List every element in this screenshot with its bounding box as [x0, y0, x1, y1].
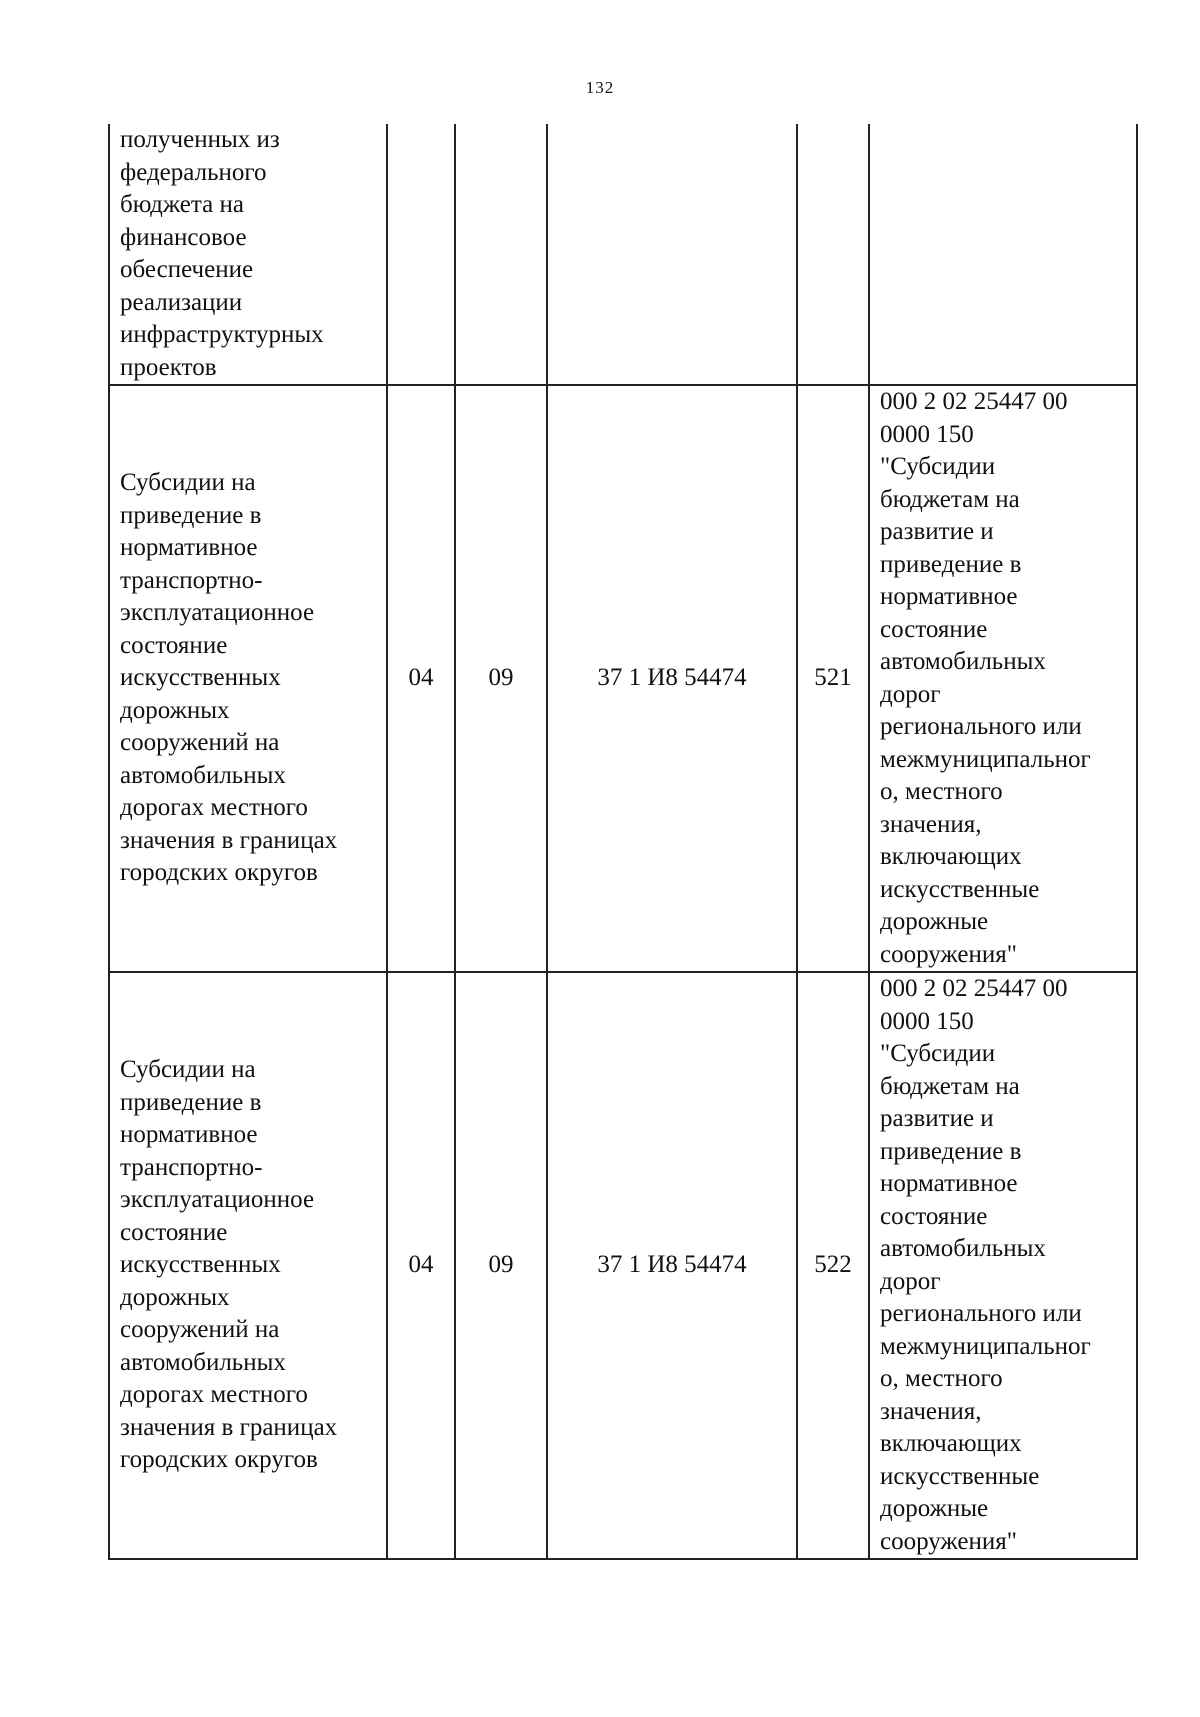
cell-csr: 37 1 И8 54474: [547, 972, 797, 1559]
cell-csr: [547, 124, 797, 385]
code-line: "Субсидии: [880, 453, 996, 480]
name-line: Субсидии на: [120, 1056, 256, 1084]
cell-pr: [455, 124, 547, 385]
name-line: городских округов: [120, 1446, 318, 1474]
code-line: дорожные: [880, 908, 989, 935]
code-line: 000 2 02 25447 00: [880, 975, 1068, 1002]
table-row: [109, 124, 1137, 385]
name-line: искусственных: [120, 1251, 281, 1279]
name-line: дорожных: [120, 1283, 230, 1311]
code-line: приведение в: [880, 1137, 1022, 1165]
code-line: регионального или: [880, 713, 1082, 740]
name-line: обеспечение: [120, 256, 254, 283]
code-line: межмуниципальног: [880, 1332, 1091, 1360]
cell-pr: 09: [455, 972, 547, 1559]
name-line: приведение в: [120, 501, 262, 529]
code-line: автомобильных: [880, 1235, 1046, 1262]
name-line: искусственных: [120, 664, 281, 692]
code-line: 0000 150: [880, 1007, 974, 1035]
name-line: транспортно-: [120, 1153, 263, 1181]
name-line: эксплуатационное: [120, 1186, 315, 1214]
cell-name: [109, 124, 387, 385]
code-line: нормативное: [880, 583, 1018, 610]
code-line: дорог: [880, 1267, 941, 1295]
budget-table: [108, 124, 1138, 1560]
cell-vr: 521: [797, 385, 869, 972]
code-line: развитие и: [880, 1105, 994, 1132]
code-line: регионального или: [880, 1300, 1082, 1327]
code-line: состояние: [880, 1202, 988, 1230]
name-line: автомобильных: [120, 761, 286, 789]
cell-rz: 04: [387, 972, 455, 1559]
name-line: состояние: [120, 1218, 228, 1246]
name-line: Субсидии на: [120, 469, 256, 497]
name-line: федерального: [120, 158, 267, 186]
name-line: проектов: [120, 353, 217, 381]
code-line: дорожные: [880, 1495, 989, 1522]
name-line: нормативное: [120, 1121, 258, 1149]
code-line: искусственные: [880, 1462, 1040, 1490]
table-body: [109, 124, 1137, 1559]
cell-name: [109, 385, 387, 972]
cell-revenue-code: [869, 385, 1137, 972]
name-line: дорогах местного: [120, 794, 308, 822]
table-row: [109, 972, 1137, 1559]
name-line: значения в границах: [120, 826, 338, 854]
name-line: автомобильных: [120, 1348, 286, 1376]
name-line: приведение в: [120, 1088, 262, 1116]
name-line: сооружений на: [120, 1316, 280, 1344]
code-line: 0000 150: [880, 420, 974, 448]
name-line: значения в границах: [120, 1413, 338, 1441]
code-line: о, местного: [880, 1365, 1003, 1392]
name-line: финансовое: [120, 223, 247, 251]
name-line: нормативное: [120, 534, 258, 562]
cell-vr: 522: [797, 972, 869, 1559]
code-line: бюджетам на: [880, 1072, 1020, 1100]
name-line: полученных из: [120, 126, 280, 153]
name-line: эксплуатационное: [120, 599, 315, 627]
code-line: "Субсидии: [880, 1040, 996, 1067]
name-line: дорогах местного: [120, 1381, 308, 1409]
cell-rz: 04: [387, 385, 455, 972]
code-line: межмуниципальног: [880, 745, 1091, 773]
cell-revenue-code: [869, 124, 1137, 385]
cell-vr: [797, 124, 869, 385]
code-line: нормативное: [880, 1170, 1018, 1197]
name-line: состояние: [120, 631, 228, 659]
code-line: сооружения": [880, 1527, 1017, 1555]
page-number: 132: [585, 78, 615, 97]
code-line: автомобильных: [880, 648, 1046, 675]
code-line: приведение в: [880, 550, 1022, 578]
cell-name: [109, 972, 387, 1559]
name-line: инфраструктурных: [120, 321, 324, 348]
code-line: включающих: [880, 1430, 1022, 1457]
cell-rz: [387, 124, 455, 385]
name-line: транспортно-: [120, 566, 263, 594]
cell-csr: 37 1 И8 54474: [547, 385, 797, 972]
code-line: искусственные: [880, 875, 1040, 903]
code-line: значения,: [880, 1397, 982, 1425]
code-line: сооружения": [880, 940, 1017, 968]
code-line: о, местного: [880, 778, 1003, 805]
code-line: значения,: [880, 810, 982, 838]
code-line: включающих: [880, 843, 1022, 870]
name-line: городских округов: [120, 859, 318, 887]
name-line: реализации: [120, 288, 243, 316]
code-line: состояние: [880, 615, 988, 643]
code-line: развитие и: [880, 518, 994, 545]
code-line: бюджетам на: [880, 485, 1020, 513]
cell-revenue-code: [869, 972, 1137, 1559]
name-line: сооружений на: [120, 729, 280, 757]
name-line: дорожных: [120, 696, 230, 724]
code-line: дорог: [880, 680, 941, 708]
name-line: бюджета на: [120, 191, 244, 218]
table-row: [109, 385, 1137, 972]
cell-pr: 09: [455, 385, 547, 972]
code-line: 000 2 02 25447 00: [880, 388, 1068, 415]
